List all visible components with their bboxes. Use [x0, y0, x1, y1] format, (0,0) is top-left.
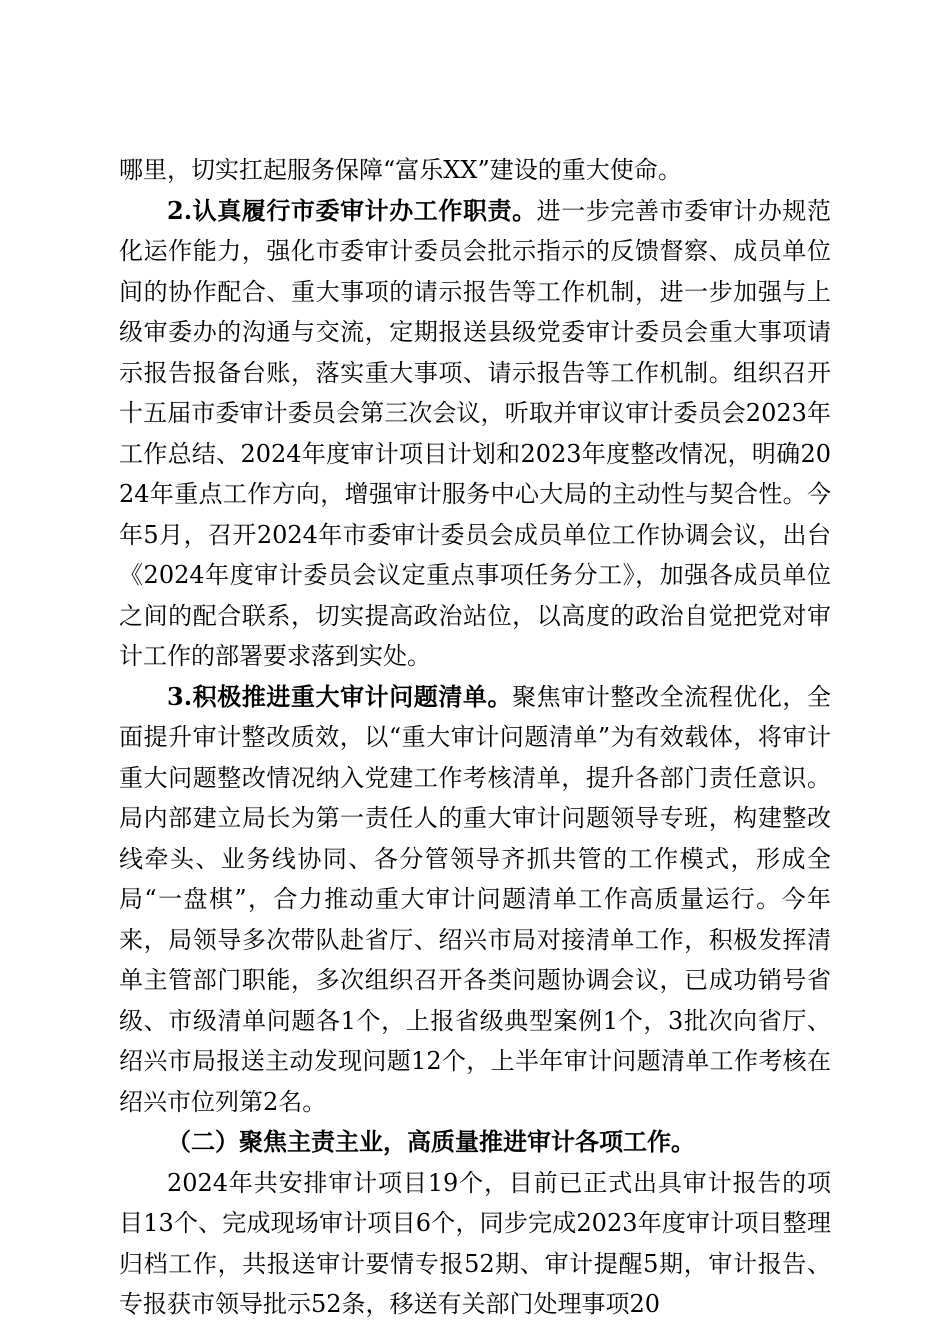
item-3-body: 聚焦审计整改全流程优化，全面提升审计整改质效，以“重大审计问题清单”为有效载体，将审计重大问题整改情况纳入党建工作考核清单，提升各部门责任意识。局内部建立局长为第一责任人的重大审计问题领导专班，构建整改线牵头、业务线协同、各分管领导齐抓共管的工作模式，形成全局“一盘棋”，合力推动重大审计问题清单工作高质量运行。今年来，局领导多次带队赴省厅、绍兴市局对接清单工作，积极发挥清单主管部门职能，多次组织召开各类问题协调会议，已成功销号省级、市级清单问题各1个，上报省级典型案例1个，3批次向省厅、绍兴市局报送主动发现问题12个，上半年审计问题清单工作考核在绍兴市位列第2名。	[119, 682, 832, 1116]
item-3-heading: 3.积极推进重大审计问题清单。	[167, 681, 513, 711]
item-3-paragraph	[119, 677, 831, 1123]
item-2-paragraph	[119, 191, 831, 677]
document-body	[119, 150, 831, 1325]
continuation-paragraph: 哪里，切实扛起服务保障“富乐XX”建设的重大使命。	[119, 156, 682, 184]
section-2-heading: （二）聚焦主责主业，高质量推进审计各项工作。	[167, 1127, 695, 1156]
item-2-body: 进一步完善市委审计办规范化运作能力，强化市委审计委员会批示指示的反馈督察、成员单位间的协作配合、重大事项的请示报告等工作机制，进一步加强与上级审委办的沟通与交流，定期报送县级党委审计委员会重大事项请示报告报备台账，落实重大事项、请示报告等工作机制。组织召开十五届市委审计委员会第三次会议，听取并审议审计委员会2023年工作总结、2024年度审计项目计划和2023年度整改情况，明确2024年重点工作方向，增强审计服务中心大局的主动性与契合性。今年5月，召开2024年市委审计委员会成员单位工作协调会议，出台《2024年度审计委员会议定重点事项任务分工》，加强各成员单位之间的配合联系，切实提高政治站位，以高度的政治自觉把党对审计工作的部署要求落到实处。	[119, 196, 831, 670]
item-2-heading: 2.认真履行市委审计办工作职责。	[167, 195, 537, 225]
section-2-paragraph: 2024年共安排审计项目19个，目前已正式出具审计报告的项目13个、完成现场审计项目6个，同步完成2023年度审计项目整理归档工作，共报送审计要情专报52期、审计提醒5期，审计报告、专报获市领导批示52条，移送有关部门处理事项20	[119, 1168, 831, 1318]
